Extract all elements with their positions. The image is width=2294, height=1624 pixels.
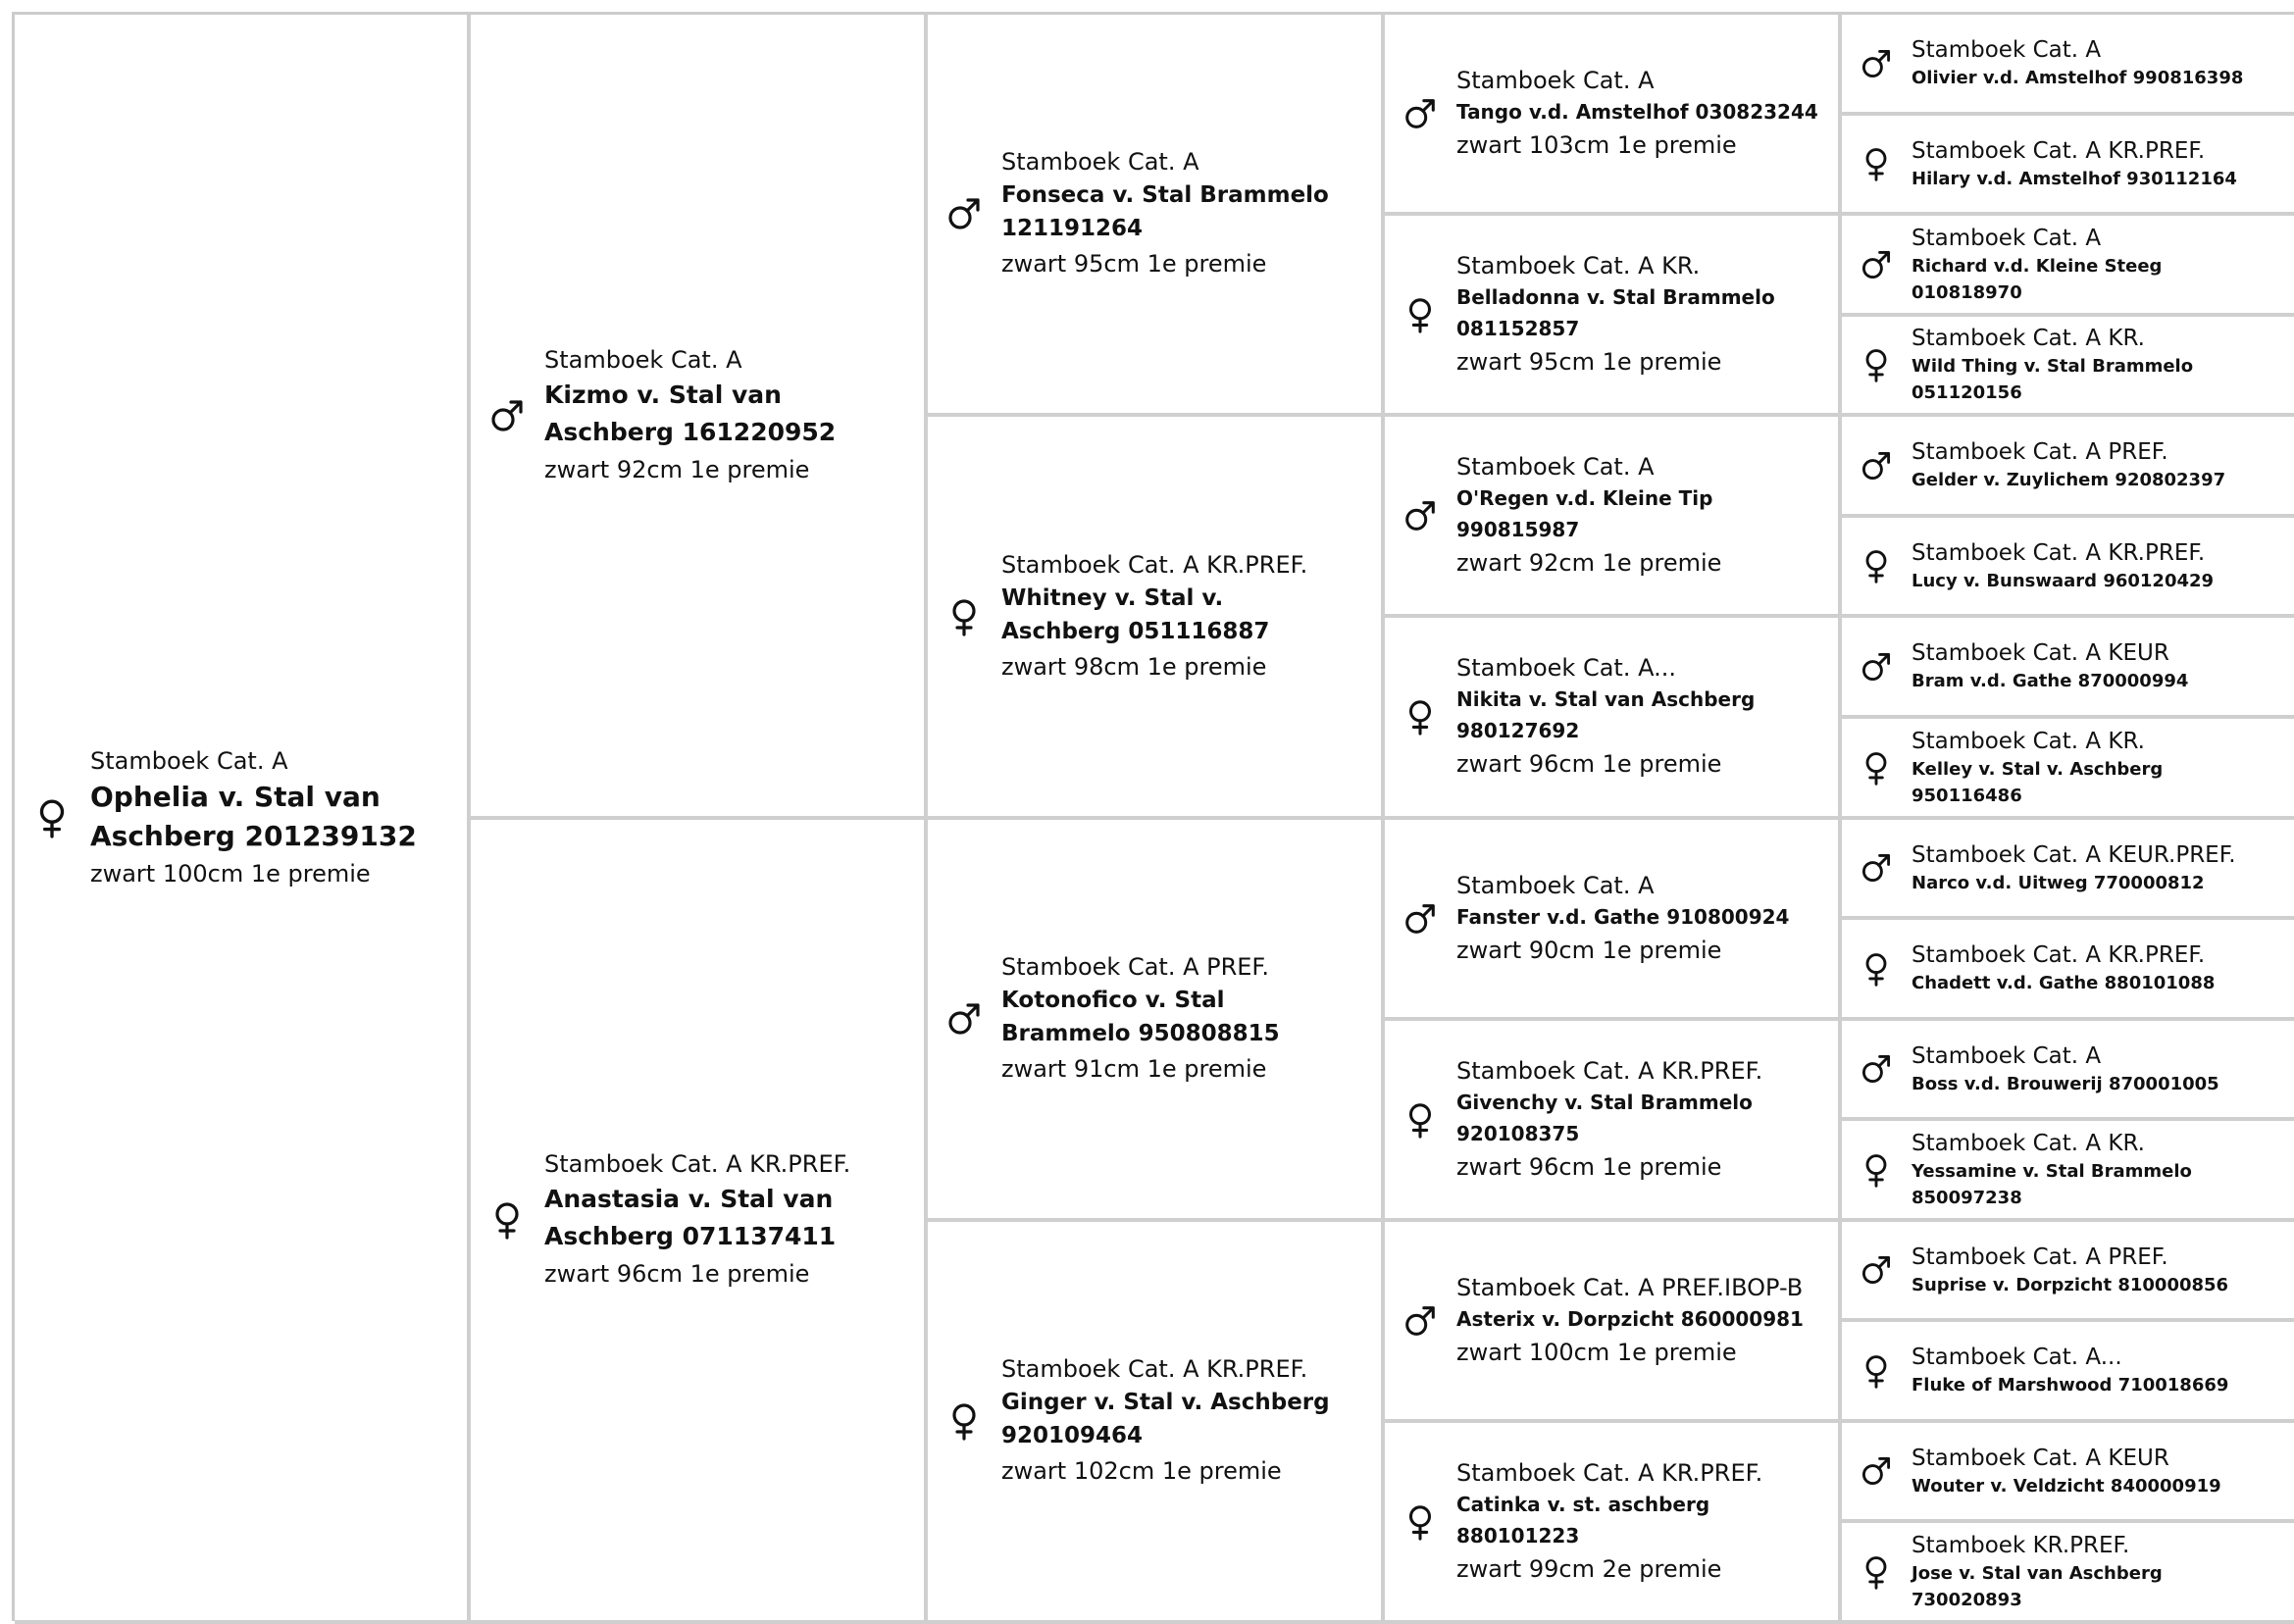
horse-info [1456,1272,1819,1370]
subject-horse-cell [15,15,471,1624]
ancestor-cell-gen4 [1842,1322,2294,1423]
ancestor-cell-gen3 [1385,216,1842,417]
horse-details: zwart 100cm 1e premie [90,859,371,888]
horse-name: Belladonna v. Stal Brammelo 081152857 [1456,284,1775,340]
ancestor-cell-gen4 [1842,518,2294,618]
female-symbol-icon [1859,1353,1894,1389]
horse-name: Lucy v. Bunswaard 960120429 [1912,570,2215,591]
ancestor-cell-gen3 [1385,1423,1842,1624]
ancestor-cell-gen4 [1842,1423,2294,1523]
studbook-label: Stamboek Cat. A KR. [1456,251,1701,279]
horse-name: Gelder v. Zuylichem 920802397 [1912,470,2226,490]
horse-info [1912,1531,2269,1613]
horse-info [1001,548,1350,685]
horse-info [1912,224,2269,306]
female-symbol-icon [1859,146,1894,181]
horse-name: Givenchy v. Stal Brammelo 920108375 [1456,1090,1753,1145]
horse-name: Bram v.d. Gathe 870000994 [1912,671,2189,691]
horse-name: Boss v.d. Brouwerij 870001005 [1912,1073,2219,1094]
horse-name: Olivier v.d. Amstelhof 990816398 [1912,68,2244,88]
horse-info [1912,1041,2269,1097]
horse-info [544,1147,892,1293]
male-symbol-icon [1402,95,1439,132]
horse-info [1456,451,1819,581]
male-symbol-icon [1859,649,1894,685]
studbook-label: Stamboek Cat. A KR.PREF. [1912,539,2206,566]
horse-info [1456,65,1819,163]
horse-info [1912,840,2269,896]
studbook-label: Stamboek Cat. A [1912,225,2102,251]
horse-info [1912,1444,2269,1499]
horse-name: Nikita v. Stal van Aschberg 980127692 [1456,687,1756,742]
ancestor-cell-gen4 [1842,1021,2294,1121]
horse-name: Ophelia v. Stal van Aschberg 201239132 [90,780,417,852]
horse-name: Kelley v. Stal v. Aschberg 950116486 [1912,758,2164,806]
studbook-label: Stamboek Cat. A PREF. [1001,953,1270,981]
male-symbol-icon [1859,1453,1894,1489]
studbook-label: Stamboek Cat. A KR.PREF. [1001,1355,1308,1383]
studbook-label: Stamboek Cat. A [1456,452,1655,481]
male-symbol-icon [487,396,527,435]
male-symbol-icon [1859,1051,1894,1087]
ancestor-cell-gen4 [1842,920,2294,1021]
studbook-label: Stamboek Cat. A [1912,37,2102,63]
ancestor-cell-gen1 [471,820,928,1624]
horse-details: zwart 100cm 1e premie [1456,1338,1737,1366]
horse-name: Yessamine v. Stal Brammelo 850097238 [1912,1160,2192,1208]
horse-name: Hilary v.d. Amstelhof 930112164 [1912,168,2237,189]
female-symbol-icon [944,597,984,636]
studbook-label: Stamboek Cat. A KR.PREF. [544,1150,851,1178]
ancestor-cell-gen4 [1842,317,2294,417]
ancestor-cell-gen4 [1842,1523,2294,1624]
horse-name: Ginger v. Stal v. Aschberg 920109464 [1001,1390,1330,1448]
horse-name: Fanster v.d. Gathe 910800924 [1456,904,1790,929]
male-symbol-icon [944,999,984,1039]
ancestor-cell-gen4 [1842,15,2294,116]
horse-info [1912,136,2269,192]
horse-name: Anastasia v. Stal van Aschberg 071137411 [544,1185,837,1250]
male-symbol-icon [1402,1302,1439,1340]
female-symbol-icon [1402,296,1439,333]
horse-info [1456,652,1819,782]
studbook-label: Stamboek Cat. A KEUR [1912,640,2169,666]
studbook-label: Stamboek Cat. A [1456,66,1655,94]
male-symbol-icon [1402,900,1439,938]
horse-info [1456,870,1819,968]
ancestor-cell-gen2 [928,15,1385,417]
horse-details: zwart 95cm 1e premie [1001,250,1267,278]
female-symbol-icon [1402,1503,1439,1541]
horse-name: O'Regen v.d. Kleine Tip 990815987 [1456,485,1713,541]
horse-details: zwart 103cm 1e premie [1456,130,1737,159]
horse-info [1912,538,2269,594]
ancestor-cell-gen3 [1385,1222,1842,1423]
horse-details: zwart 96cm 1e premie [1456,1152,1722,1181]
female-symbol-icon [1402,1101,1439,1139]
horse-details: zwart 96cm 1e premie [1456,750,1722,778]
studbook-label: Stamboek Cat. A... [1456,654,1676,682]
horse-details: zwart 95cm 1e premie [1456,347,1722,376]
horse-details: zwart 99cm 2e premie [1456,1554,1722,1583]
horse-name: Whitney v. Stal v. Aschberg 051116887 [1001,584,1270,644]
horse-name: Fluke of Marshwood 710018669 [1912,1375,2229,1396]
studbook-label: Stamboek Cat. A KR. [1912,728,2145,754]
studbook-label: Stamboek Cat. A [1912,1042,2102,1069]
horse-info [1912,1343,2269,1398]
horse-info [1912,35,2269,91]
horse-details: zwart 90cm 1e premie [1456,936,1722,964]
female-symbol-icon [1859,548,1894,584]
studbook-label: Stamboek Cat. A KR.PREF. [1456,1458,1763,1487]
horse-name: Kotonofico v. Stal Brammelo 950808815 [1001,988,1280,1046]
horse-name: Richard v.d. Kleine Steeg 010818970 [1912,255,2163,303]
horse-info [90,744,443,891]
studbook-label: Stamboek Cat. A KR. [1912,326,2145,351]
ancestor-cell-gen2 [928,1222,1385,1624]
ancestor-cell-gen3 [1385,820,1842,1021]
ancestor-cell-gen1 [471,15,928,820]
ancestor-cell-gen4 [1842,417,2294,518]
female-symbol-icon [1859,1152,1894,1188]
ancestor-cell-gen2 [928,820,1385,1222]
ancestor-cell-gen3 [1385,1021,1842,1222]
ancestor-cell-gen3 [1385,417,1842,618]
studbook-label: Stamboek Cat. A KR.PREF. [1456,1056,1763,1085]
male-symbol-icon [1859,46,1894,81]
pedigree-chart [12,12,2294,1621]
male-symbol-icon [1859,247,1894,282]
female-symbol-icon [1859,1554,1894,1590]
horse-name: Jose v. Stal van Aschberg 730020893 [1912,1562,2163,1610]
horse-details: zwart 91cm 1e premie [1001,1055,1267,1083]
male-symbol-icon [1859,850,1894,886]
female-symbol-icon [487,1200,527,1240]
horse-info [544,343,892,488]
horse-name: Fonseca v. Stal Brammelo 121191264 [1001,182,1329,241]
horse-info [1456,1457,1819,1587]
horse-info [1001,145,1350,282]
horse-name: Kizmo v. Stal van Aschberg 161220952 [544,380,837,446]
horse-info [1912,727,2269,809]
female-symbol-icon [1859,347,1894,382]
studbook-label: Stamboek Cat. A... [1912,1345,2122,1370]
ancestor-cell-gen4 [1842,1121,2294,1222]
studbook-label: Stamboek Cat. A KR.PREF. [1001,550,1308,579]
studbook-label: Stamboek Cat. A [1001,148,1199,176]
studbook-label: Stamboek Cat. A KR.PREF. [1912,942,2206,968]
horse-info [1912,324,2269,406]
studbook-label: Stamboek Cat. A KR. [1912,1130,2145,1156]
horse-details: zwart 102cm 1e premie [1001,1457,1282,1485]
female-symbol-icon [944,1401,984,1441]
ancestor-cell-gen4 [1842,216,2294,317]
horse-name: Tango v.d. Amstelhof 030823244 [1456,99,1818,124]
ancestor-cell-gen3 [1385,15,1842,216]
ancestor-cell-gen4 [1842,719,2294,820]
studbook-label: Stamboek Cat. A [544,345,742,374]
male-symbol-icon [944,194,984,233]
ancestor-cell-gen4 [1842,116,2294,216]
ancestor-cell-gen3 [1385,618,1842,820]
ancestor-cell-gen2 [928,417,1385,820]
female-symbol-icon [31,797,73,838]
horse-details: zwart 92cm 1e premie [544,455,810,483]
studbook-label: Stamboek Cat. A KR.PREF. [1912,137,2206,164]
horse-info [1912,638,2269,694]
male-symbol-icon [1402,497,1439,534]
studbook-label: Stamboek Cat. A KEUR [1912,1445,2169,1471]
horse-info [1912,437,2269,493]
horse-info [1456,250,1819,380]
horse-info [1001,950,1350,1088]
studbook-label: Stamboek Cat. A [90,746,288,775]
horse-name: Chadett v.d. Gathe 880101088 [1912,973,2216,993]
studbook-label: Stamboek Cat. A PREF. [1912,1243,2168,1270]
horse-info [1456,1055,1819,1185]
horse-details: zwart 96cm 1e premie [544,1260,810,1288]
studbook-label: Stamboek Cat. A KEUR.PREF. [1912,841,2236,868]
studbook-label: Stamboek Cat. A [1456,871,1655,899]
studbook-label: Stamboek Cat. A PREF.IBOP-B [1456,1273,1804,1301]
male-symbol-icon [1859,1252,1894,1288]
horse-details: zwart 98cm 1e premie [1001,652,1267,681]
female-symbol-icon [1859,750,1894,786]
horse-name: Wild Thing v. Stal Brammelo 051120156 [1912,356,2194,403]
female-symbol-icon [1859,951,1894,987]
horse-name: Wouter v. Veldzicht 840000919 [1912,1475,2221,1497]
horse-name: Suprise v. Dorpzicht 810000856 [1912,1274,2229,1295]
female-symbol-icon [1402,698,1439,736]
ancestor-cell-gen4 [1842,618,2294,719]
ancestor-cell-gen4 [1842,1222,2294,1322]
horse-details: zwart 92cm 1e premie [1456,548,1722,577]
horse-info [1912,940,2269,996]
horse-info [1912,1129,2269,1211]
horse-name: Narco v.d. Uitweg 770000812 [1912,872,2205,893]
ancestor-cell-gen4 [1842,820,2294,920]
horse-name: Catinka v. st. aschberg 880101223 [1456,1492,1710,1548]
horse-info [1001,1352,1350,1490]
studbook-label: Stamboek KR.PREF. [1912,1532,2130,1558]
male-symbol-icon [1859,448,1894,483]
horse-name: Asterix v. Dorpzicht 860000981 [1456,1306,1804,1331]
studbook-label: Stamboek Cat. A PREF. [1912,439,2168,465]
horse-info [1912,1243,2269,1298]
